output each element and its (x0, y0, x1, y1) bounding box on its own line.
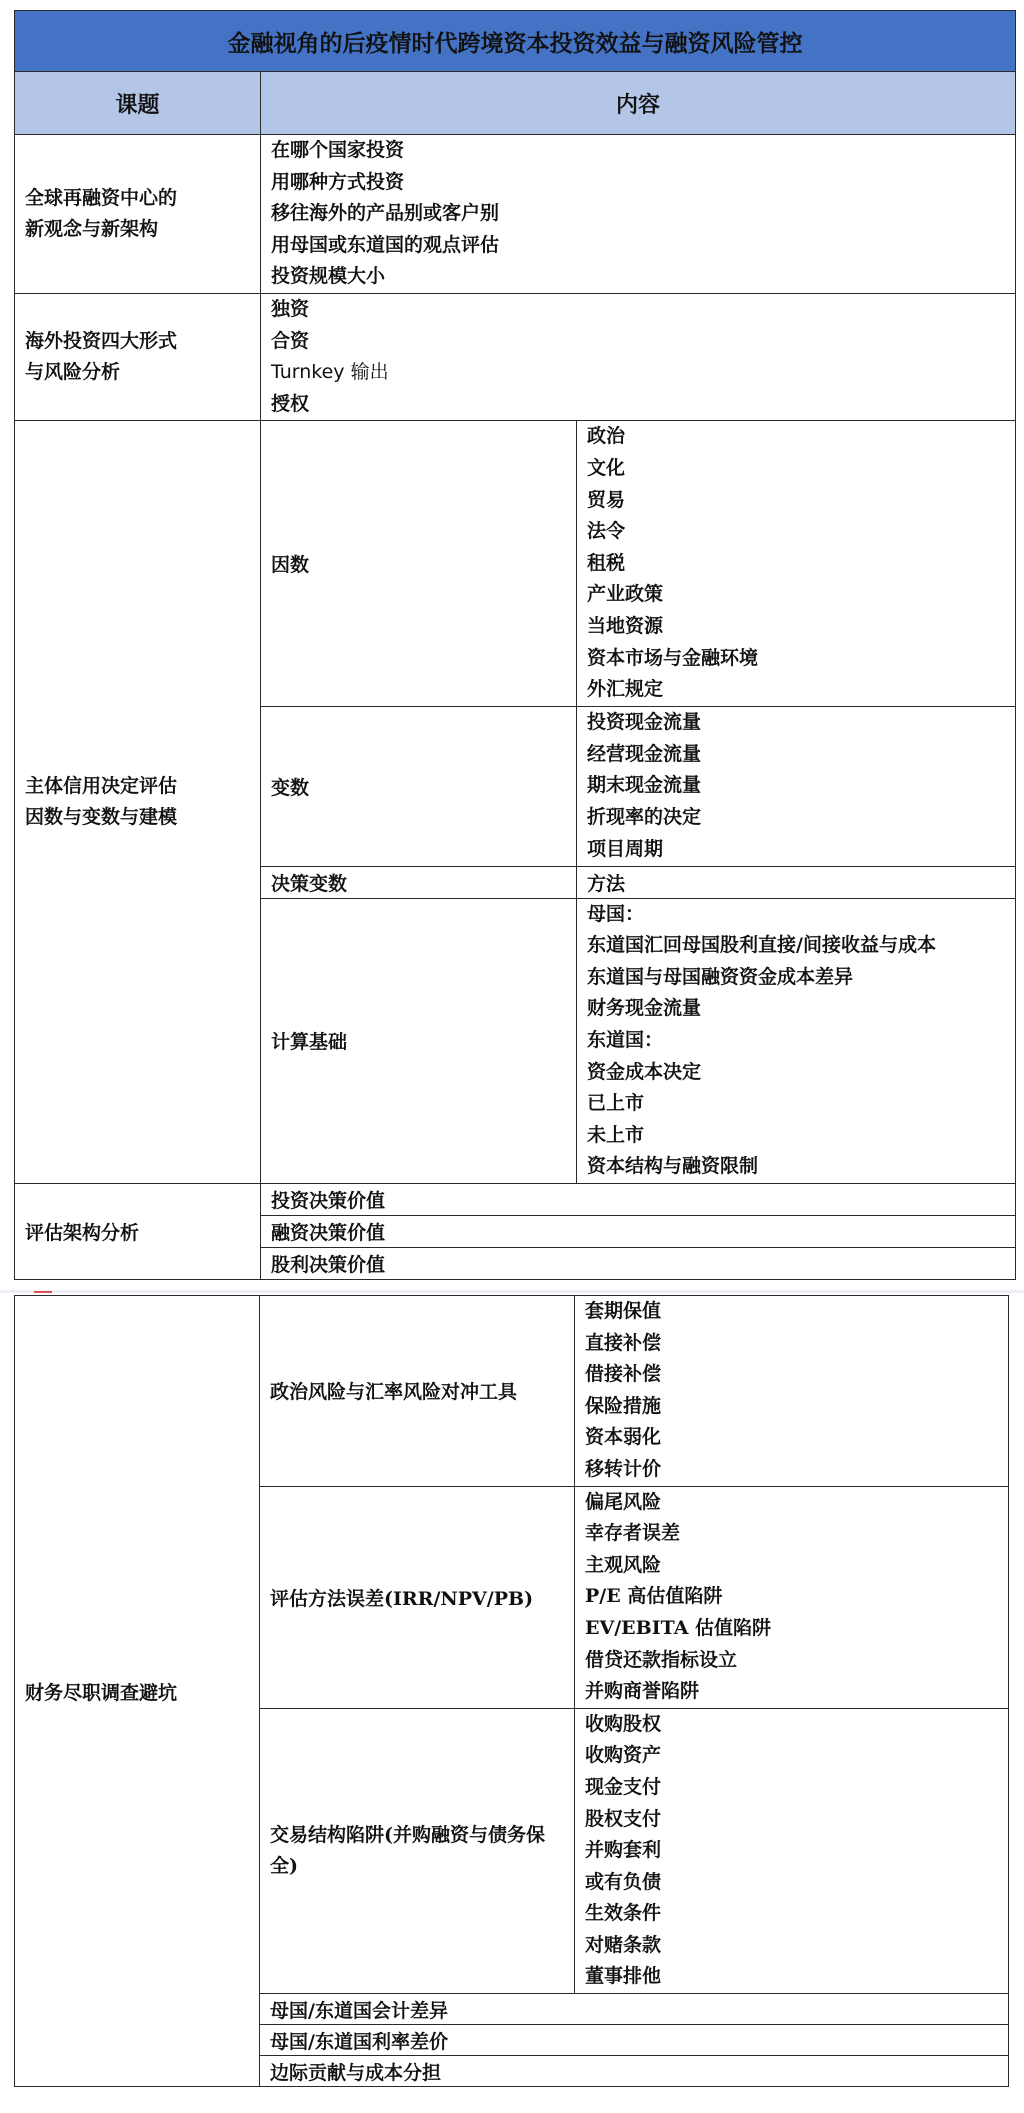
list-item: 经营现金流量 (587, 742, 702, 765)
list-item: 贸易 (587, 488, 626, 511)
list-item: P/E 高估值陷阱 (585, 1585, 723, 1608)
list-item: 收购股权 (585, 1712, 662, 1735)
content-cell (260, 2056, 1009, 2087)
list-item: 幸存者误差 (585, 1522, 681, 1545)
list-item: EV/EBITA 估值陷阱 (585, 1616, 772, 1639)
sub-label: 评估方法误差(IRR/NPV/PB) (270, 1587, 534, 1610)
list-item: 外汇规定 (587, 678, 664, 701)
content-cell (260, 1994, 1009, 2025)
list-item: 并购商誉陷阱 (585, 1680, 700, 1703)
topic-label: 主体信用决定评估 因数与变数与建模 (25, 775, 178, 829)
item-list (585, 1487, 998, 1708)
list-item: 用母国或东道国的观点评估 (271, 233, 500, 256)
content-cell (261, 1184, 1016, 1216)
sub-label-cell (261, 706, 577, 866)
content-cell (577, 706, 1016, 866)
header-content: 内容 (261, 72, 1016, 135)
topic-cell (15, 1296, 260, 2087)
list-item: 折现率的决定 (587, 805, 702, 828)
content-cell (260, 2025, 1009, 2056)
sub-label-cell (261, 421, 577, 706)
sub-label: 因数 (271, 554, 310, 577)
list-item: 并购套利 (585, 1839, 662, 1862)
list-item: 期末现金流量 (587, 774, 702, 797)
list-item: 独资 (271, 297, 310, 320)
content-cell (261, 135, 1016, 294)
item-list (587, 899, 1005, 1183)
list-item: 偏尾风险 (585, 1490, 662, 1513)
list-item: 现金支付 (585, 1775, 662, 1798)
sub-label-cell (260, 1486, 575, 1708)
list-item: 生效条件 (585, 1902, 662, 1925)
content-cell (575, 1296, 1009, 1487)
list-item: 融资决策价值 (271, 1222, 386, 1245)
topic-cell (15, 293, 261, 420)
list-item: 产业政策 (587, 583, 664, 606)
topic-cell (15, 1184, 261, 1280)
item-list (271, 135, 1005, 293)
item-list (585, 1296, 998, 1486)
topic-cell (15, 421, 261, 1184)
list-item: 用哪种方式投资 (271, 170, 405, 193)
item-list (585, 1709, 998, 1993)
list-item: 授权 (271, 392, 310, 415)
list-item: 或有负债 (585, 1870, 662, 1893)
divider-mark (34, 1291, 52, 1293)
sub-label: 变数 (271, 776, 310, 799)
list-item: 投资规模大小 (271, 265, 386, 288)
list-item: 在哪个国家投资 (271, 139, 405, 161)
list-item: 未上市 (587, 1123, 645, 1146)
list-item: 母国： (587, 902, 645, 925)
topic-label: 海外投资四大形式 与风险分析 (25, 330, 178, 384)
table-title: 金融视角的后疫情时代跨境资本投资效益与融资风险管控 (15, 11, 1016, 72)
list-item: 文化 (587, 456, 626, 479)
main-table (14, 10, 1016, 1280)
list-item: 法令 (587, 520, 626, 543)
list-item: 母国/东道国利率差价 (270, 2030, 448, 2053)
table-part-1 (14, 10, 1016, 1280)
sub-label: 政治风险与汇率风险对冲工具 (270, 1381, 518, 1404)
sub-label: 交易结构陷阱(并购融资与债务保全) (270, 1823, 545, 1877)
table-part-2 (14, 1295, 1009, 2087)
list-item: 收购资产 (585, 1744, 662, 1767)
list-item: 项目周期 (587, 837, 664, 860)
list-item: 移往海外的产品别或客户别 (271, 202, 500, 225)
list-item: 资本结构与融资限制 (587, 1155, 759, 1178)
list-item: 边际贡献与成本分担 (270, 2061, 442, 2084)
list-item: 母国/东道国会计差异 (270, 1999, 448, 2022)
list-item: 股利决策价值 (271, 1254, 386, 1277)
content-cell (577, 866, 1016, 898)
list-item: 合资 (271, 329, 310, 352)
list-item: 方法 (587, 872, 626, 895)
topic-cell (15, 135, 261, 294)
sub-label: 计算基础 (271, 1031, 348, 1054)
topic-label: 全球再融资中心的 新观念与新架构 (25, 186, 178, 240)
content-cell (261, 293, 1016, 420)
list-item: 移转计价 (585, 1457, 662, 1480)
list-item: 资本市场与金融环境 (587, 646, 759, 669)
sub-label-cell (260, 1708, 575, 1993)
list-item: 东道国： (587, 1029, 664, 1052)
list-item: 当地资源 (587, 614, 664, 637)
list-item: 股权支付 (585, 1807, 662, 1830)
content-cell (261, 1216, 1016, 1248)
list-item: 资本弱化 (585, 1426, 662, 1449)
list-item: 主观风险 (585, 1553, 662, 1576)
list-item: 借贷还款指标设立 (585, 1648, 738, 1671)
topic-label: 评估架构分析 (25, 1222, 140, 1245)
topic-label: 财务尽职调查避坑 (25, 1681, 178, 1704)
list-item: 资金成本决定 (587, 1060, 702, 1083)
sub-label-cell (261, 866, 577, 898)
list-item: 董事排他 (585, 1965, 662, 1988)
item-list (587, 707, 1005, 865)
list-item: 直接补偿 (585, 1331, 662, 1354)
list-item: Turnkey 输出 (271, 361, 389, 384)
header-topic: 课题 (15, 72, 261, 135)
sub-label-cell (260, 1296, 575, 1487)
list-item: 对赌条款 (585, 1933, 662, 1956)
sub-label: 决策变数 (271, 872, 348, 895)
sub-label-cell (261, 898, 577, 1183)
content-cell (577, 898, 1016, 1183)
content-cell (575, 1486, 1009, 1708)
list-item: 东道国与母国融资资金成本差异 (587, 965, 854, 988)
list-item: 财务现金流量 (587, 997, 702, 1020)
page-divider (0, 1290, 1024, 1293)
list-item: 已上市 (587, 1092, 645, 1115)
content-cell (575, 1708, 1009, 1993)
list-item: 投资现金流量 (587, 711, 702, 734)
list-item: 政治 (587, 425, 626, 448)
continuation-table (14, 1295, 1009, 2087)
list-item: 东道国汇回母国股利直接/间接收益与成本 (587, 934, 936, 957)
item-list (271, 294, 1005, 420)
list-item: 借接补偿 (585, 1363, 662, 1386)
list-item: 投资决策价值 (271, 1190, 386, 1213)
list-item: 套期保值 (585, 1300, 662, 1322)
item-list (587, 421, 1005, 705)
content-cell (577, 421, 1016, 706)
list-item: 保险措施 (585, 1394, 662, 1417)
list-item: 租税 (587, 551, 626, 574)
content-cell (261, 1248, 1016, 1280)
